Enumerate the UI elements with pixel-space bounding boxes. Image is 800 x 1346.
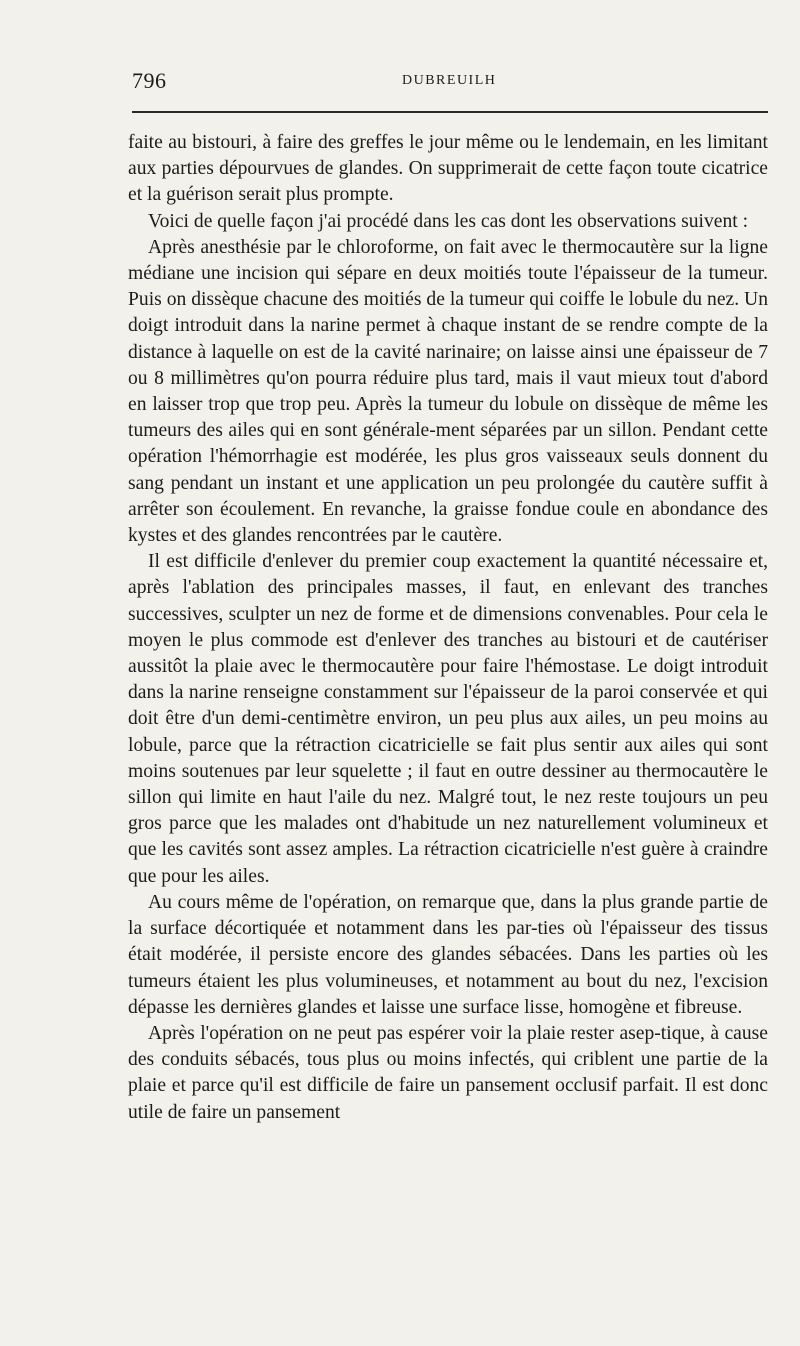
paragraph: Voici de quelle façon j'ai procédé dans les cas dont les observations suivent :: [148, 210, 749, 232]
page-number: 796: [132, 68, 167, 93]
running-head: DUBREUILH: [402, 73, 497, 88]
body-text: [128, 130, 768, 1126]
page-header: [132, 68, 768, 104]
paragraph: faite au bistouri, à faire des greffes le jour même ou le lendemain, en les limitant aux parties dépourvues de glandes. On supprimerait de cette façon toute cicatrice et la guérison serait plus prompte.: [128, 132, 768, 206]
header-rule: [132, 111, 768, 113]
paragraph: Il est difficile d'enlever du premier coup exactement la quantité nécessaire et, après l'ablation des principales masses, il faut, en enlevant des tranches successives, sculpter un nez de forme et de dimensions convenables. Pour cela le moyen le plus commode est d'enlever des tranches au bistouri et de cautériser aussitôt la plaie avec le thermocautère pour faire l'hémostase. Le doigt introduit dans la narine renseigne constamment sur l'épaisseur de la paroi conservée et qui doit être d'un demi-centimètre environ, un peu plus aux ailes, un peu moins au lobule, parce que la rétraction cicatricielle se fait plus sentir aux ailes qui sont moins soutenues par leur squelette ; il faut en outre dessiner au thermocautère le sillon qui limite en haut l'aile du nez. Malgré tout, le nez reste toujours un peu gros parce que les malades ont d'habitude un nez naturellement volumineux et que les cavités sont assez amples. La rétraction cicatricielle n'est guère à craindre que pour les ailes.: [128, 551, 768, 887]
paragraph: Après l'opération on ne peut pas espérer voir la plaie rester asep-tique, à cause des conduits sébacés, tous plus ou moins infectés, qui criblent une partie de la plaie et parce qu'il est difficile de faire un pansement occlusif parfait. Il est donc utile de faire un pansement: [128, 1022, 768, 1123]
paragraph: Au cours même de l'opération, on remarque que, dans la plus grande partie de la surface décortiquée et notamment dans les par-ties où l'épaisseur des tissus était modérée, il persiste encore des glandes sébacées. Dans les parties où les tumeurs étaient les plus volumineuses, et notamment au bout du nez, l'excision dépasse les dernières glandes et laisse une surface lisse, homogène et fibreuse.: [128, 891, 768, 1018]
paragraph: Après anesthésie par le chloroforme, on fait avec le thermocautère sur la ligne médiane une incision qui sépare en deux moitiés toute l'épaisseur de la tumeur. Puis on dissèque chacune des moitiés de la tumeur qui coiffe le lobule du nez. Un doigt introduit dans la narine permet à chaque instant de se rendre compte de la distance à laquelle on est de la cavité narinaire; on laisse ainsi une épaisseur de 7 ou 8 millimètres qu'on pourra réduire plus tard, mais il vaut mieux tout d'abord en laisser trop que trop peu. Après la tumeur du lobule on dissèque de même les tumeurs des ailes qui en sont générale-ment séparées par un sillon. Pendant cette opération l'hémorrhagie est modérée, les plus gros vaisseaux seuls donnent du sang pendant un instant et une application un peu prolongée du cautère suffit à arrêter son écoulement. En revanche, la graisse fondue coule en abondance des kystes et des glandes rencontrées par le cautère.: [128, 236, 768, 547]
